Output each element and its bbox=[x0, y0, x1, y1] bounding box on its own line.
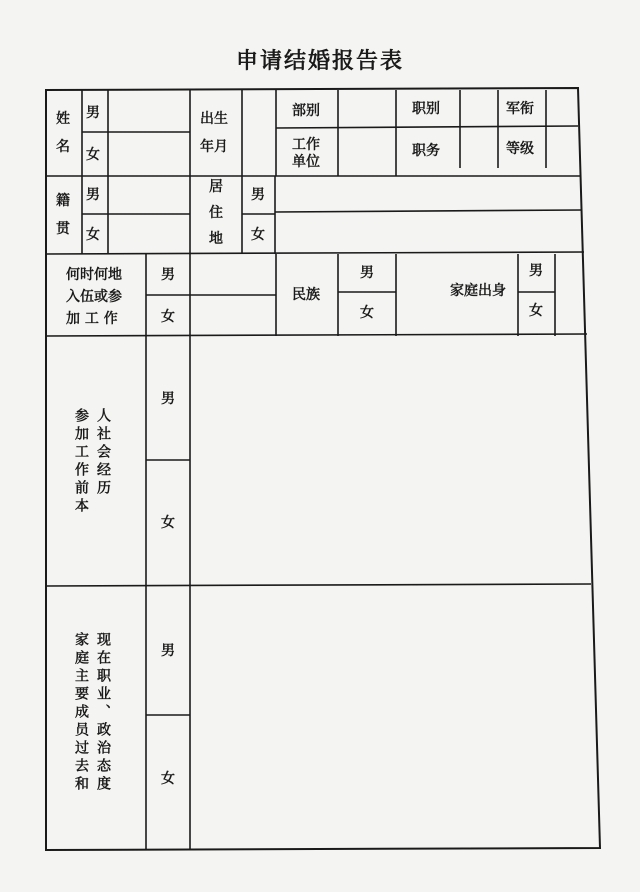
native-male-field[interactable] bbox=[110, 178, 188, 212]
name-female-field[interactable] bbox=[110, 134, 188, 174]
family-label-col1: 家庭主要成员过去和 bbox=[73, 632, 89, 794]
job-type-field[interactable] bbox=[462, 92, 496, 126]
enlist-label-3: 加 工 作 bbox=[66, 311, 118, 327]
work-unit-field[interactable] bbox=[340, 130, 394, 174]
department-label: 部别 bbox=[292, 103, 320, 119]
residence-female-field[interactable] bbox=[278, 214, 580, 250]
residence-label-1: 居 bbox=[209, 179, 223, 195]
male-label-ethnicity: 男 bbox=[360, 265, 374, 281]
female-label-residence: 女 bbox=[251, 227, 265, 243]
family-label-col2: 现在职业、政治态度 bbox=[95, 632, 111, 794]
enlist-male-field[interactable] bbox=[192, 256, 274, 293]
family-male-field[interactable] bbox=[192, 588, 592, 713]
job-type-label: 职别 bbox=[412, 101, 440, 117]
position-label: 职务 bbox=[412, 143, 440, 159]
family-female-field[interactable] bbox=[192, 717, 596, 845]
family-origin-field[interactable] bbox=[557, 256, 583, 332]
female-label-enlist: 女 bbox=[161, 309, 175, 325]
female-label-origin: 女 bbox=[529, 303, 543, 319]
female-label-native: 女 bbox=[86, 227, 100, 243]
residence-male-field[interactable] bbox=[278, 178, 578, 210]
ethnicity-label: 民族 bbox=[292, 287, 320, 303]
native-label-2: 贯 bbox=[56, 221, 70, 237]
native-label-1: 籍 bbox=[56, 193, 70, 209]
experience-male-field[interactable] bbox=[192, 338, 586, 458]
female-label-family: 女 bbox=[161, 771, 175, 787]
name-xing-label: 姓 bbox=[56, 111, 70, 127]
residence-label-2: 住 bbox=[209, 205, 223, 221]
work-unit-label-2: 单位 bbox=[292, 154, 320, 170]
family-origin-label: 家庭出身 bbox=[450, 283, 506, 299]
work-unit-label-1: 工作 bbox=[292, 137, 320, 153]
experience-label-col1: 参加工作前本 bbox=[73, 408, 89, 516]
male-label-origin: 男 bbox=[529, 263, 543, 279]
birth-label-1: 出生 bbox=[200, 111, 228, 127]
residence-label-3: 地 bbox=[209, 231, 223, 247]
military-rank-field[interactable] bbox=[548, 92, 578, 126]
male-label-native: 男 bbox=[86, 187, 100, 203]
enlist-label-2: 入伍或参 bbox=[66, 289, 122, 305]
female-label-name: 女 bbox=[86, 147, 100, 163]
name-ming-label: 名 bbox=[56, 139, 70, 155]
male-label-residence: 男 bbox=[251, 187, 265, 203]
position-field[interactable] bbox=[462, 130, 496, 166]
male-label-enlist: 男 bbox=[161, 267, 175, 283]
enlist-female-field[interactable] bbox=[192, 297, 274, 334]
name-male-field[interactable] bbox=[110, 92, 188, 130]
native-female-field[interactable] bbox=[110, 216, 188, 252]
male-label-experience: 男 bbox=[161, 391, 175, 407]
form-title: 申请结婚报告表 bbox=[235, 49, 404, 74]
grade-field[interactable] bbox=[548, 130, 580, 166]
experience-female-field[interactable] bbox=[192, 462, 588, 582]
grade-label: 等级 bbox=[506, 141, 534, 157]
female-label-ethnicity: 女 bbox=[360, 305, 374, 321]
military-rank-label: 军衔 bbox=[506, 101, 534, 117]
department-field[interactable] bbox=[340, 92, 394, 126]
male-label-family: 男 bbox=[161, 643, 175, 659]
experience-label-col2: 人社会经历 bbox=[95, 408, 111, 498]
enlist-label-1: 何时何地 bbox=[66, 267, 122, 283]
female-label-experience: 女 bbox=[161, 515, 175, 531]
birth-label-2: 年月 bbox=[200, 139, 228, 155]
male-label-name: 男 bbox=[86, 105, 100, 121]
